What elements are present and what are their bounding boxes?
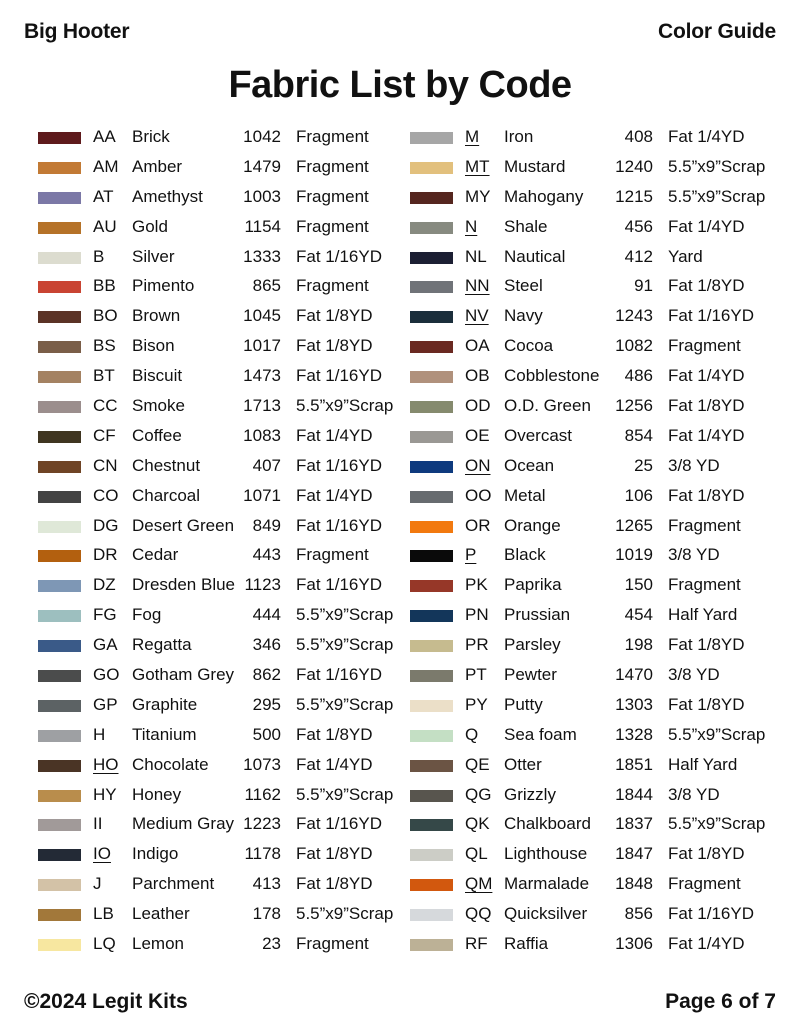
fabric-code: II — [93, 814, 103, 834]
fabric-size: Fat 1/16YD — [296, 665, 382, 685]
fabric-number: 346 — [252, 635, 281, 655]
fabric-code: P — [465, 545, 477, 565]
fabric-size: Fragment — [296, 216, 369, 236]
fabric-size: 5.5”x9”Scrap — [668, 724, 766, 744]
fabric-name: Coffee — [132, 425, 182, 445]
fabric-size: 5.5”x9”Scrap — [668, 186, 766, 206]
fabric-number: 198 — [624, 635, 653, 655]
color-swatch — [38, 640, 81, 652]
fabric-size: Fat 1/8YD — [296, 844, 373, 864]
color-swatch — [38, 431, 81, 443]
color-swatch — [410, 790, 453, 802]
fabric-name: Parsley — [504, 635, 561, 655]
fabric-code: QK — [465, 814, 490, 834]
fabric-number: 1837 — [615, 814, 653, 834]
fabric-size: 3/8 YD — [668, 784, 720, 804]
fabric-name: Charcoal — [132, 485, 201, 505]
fabric-size: Fragment — [668, 575, 741, 595]
color-swatch — [410, 640, 453, 652]
fabric-code: BB — [93, 276, 116, 296]
fabric-size: Fat 1/8YD — [296, 724, 373, 744]
fabric-size: Fat 1/4YD — [296, 754, 373, 774]
fabric-name: Iron — [504, 127, 534, 146]
color-swatch — [410, 311, 453, 323]
fabric-code: AT — [93, 186, 114, 206]
color-swatch — [410, 252, 453, 264]
fabric-name: Biscuit — [132, 366, 183, 386]
fabric-name: Gotham Grey — [132, 665, 235, 685]
fabric-size: Fat 1/16YD — [296, 575, 382, 595]
color-swatch — [38, 819, 81, 831]
fabric-name: Amber — [132, 156, 183, 176]
fabric-number: 1848 — [615, 874, 653, 894]
fabric-number: 1328 — [615, 724, 653, 744]
fabric-size: 3/8 YD — [668, 545, 720, 565]
color-swatch — [38, 580, 81, 592]
fabric-name: Medium Gray — [132, 814, 235, 834]
fabric-size: Fat 1/4YD — [668, 366, 745, 386]
color-swatch — [38, 670, 81, 682]
fabric-name: Silver — [132, 246, 175, 266]
fabric-number: 849 — [252, 515, 281, 535]
color-swatch — [410, 580, 453, 592]
color-swatch — [410, 461, 453, 473]
fabric-size: 5.5”x9”Scrap — [296, 904, 394, 924]
fabric-number: 1256 — [615, 396, 653, 416]
color-swatch — [38, 222, 81, 234]
fabric-code: DR — [93, 545, 118, 565]
fabric-name: Cedar — [132, 545, 179, 565]
fabric-size: 5.5”x9”Scrap — [668, 814, 766, 834]
fabric-code: BO — [93, 306, 118, 326]
color-swatch — [38, 371, 81, 383]
color-swatch — [410, 610, 453, 622]
fabric-size: Fat 1/8YD — [668, 635, 745, 655]
fabric-size: 5.5”x9”Scrap — [296, 635, 394, 655]
fabric-code: Q — [465, 724, 479, 744]
fabric-number: 854 — [624, 425, 653, 445]
color-swatch — [410, 700, 453, 712]
fabric-name: Otter — [504, 754, 542, 774]
fabric-size: Fat 1/8YD — [296, 336, 373, 356]
fabric-number: 1473 — [243, 366, 281, 386]
fabric-number: 1265 — [615, 515, 653, 535]
fabric-size: 5.5”x9”Scrap — [296, 784, 394, 804]
fabric-name: Indigo — [132, 844, 179, 864]
fabric-name: Dresden Blue — [132, 575, 236, 595]
fabric-number: 408 — [624, 127, 653, 146]
fabric-name: Cocoa — [504, 336, 554, 356]
fabric-name: Sea foam — [504, 724, 577, 744]
fabric-size: Fat 1/16YD — [296, 366, 382, 386]
fabric-code: CO — [93, 485, 119, 505]
fabric-size: 5.5”x9”Scrap — [296, 694, 394, 714]
color-swatch — [410, 760, 453, 772]
fabric-code: LB — [93, 904, 114, 924]
fabric-number: 500 — [252, 724, 281, 744]
fabric-size: Fat 1/8YD — [296, 306, 373, 326]
color-swatch — [410, 371, 453, 383]
fabric-size: Fragment — [296, 127, 369, 146]
fabric-name: Regatta — [132, 635, 192, 655]
color-swatch — [410, 819, 453, 831]
fabric-code: MT — [465, 156, 490, 176]
fabric-name: Cobblestone — [504, 366, 600, 386]
fabric-name: Bison — [132, 336, 175, 356]
fabric-number: 407 — [252, 455, 281, 475]
fabric-code: OR — [465, 515, 491, 535]
color-swatch — [38, 252, 81, 264]
fabric-number: 295 — [252, 694, 281, 714]
fabric-size: Fat 1/16YD — [296, 814, 382, 834]
fabric-number: 1215 — [615, 186, 653, 206]
fabric-code: OA — [465, 336, 490, 356]
fabric-size: Fat 1/4YD — [668, 934, 745, 954]
fabric-name: Lighthouse — [504, 844, 588, 864]
color-swatch — [38, 192, 81, 204]
fabric-number: 456 — [624, 216, 653, 236]
color-swatch — [410, 670, 453, 682]
fabric-code: CN — [93, 455, 118, 475]
fabric-code: DZ — [93, 575, 116, 595]
fabric-name: Pewter — [504, 665, 557, 685]
fabric-number: 1223 — [243, 814, 281, 834]
color-swatch — [410, 730, 453, 742]
fabric-code: PN — [465, 605, 489, 625]
color-swatch — [410, 939, 453, 951]
fabric-code: IO — [93, 844, 111, 864]
fabric-name: Titanium — [132, 724, 197, 744]
fabric-size: Fat 1/4YD — [668, 425, 745, 445]
fabric-code: BT — [93, 366, 115, 386]
fabric-code: NN — [465, 276, 490, 296]
fabric-number: 1844 — [615, 784, 653, 804]
fabric-code: OB — [465, 366, 490, 386]
fabric-name: Chalkboard — [504, 814, 591, 834]
color-swatch — [410, 521, 453, 533]
fabric-name: Quicksilver — [504, 904, 588, 924]
color-swatch — [38, 550, 81, 562]
fabric-number: 454 — [624, 605, 653, 625]
fabric-code: GA — [93, 635, 118, 655]
fabric-name: Lemon — [132, 934, 184, 954]
fabric-code: NL — [465, 246, 487, 266]
guide-label: Color Guide — [658, 20, 776, 43]
fabric-name: Steel — [504, 276, 543, 296]
fabric-code: QL — [465, 844, 488, 864]
fabric-code: PY — [465, 694, 488, 714]
color-swatch — [410, 132, 453, 144]
fabric-size: Fragment — [296, 156, 369, 176]
fabric-name: Mahogany — [504, 186, 584, 206]
fabric-number: 1154 — [244, 216, 281, 236]
fabric-number: 412 — [624, 246, 653, 266]
color-swatch — [410, 431, 453, 443]
fabric-code: GO — [93, 665, 120, 685]
fabric-code: H — [93, 724, 106, 744]
fabric-code: PK — [465, 575, 488, 595]
fabric-number: 1851 — [615, 754, 653, 774]
fabric-code: HY — [93, 784, 117, 804]
fabric-number: 1073 — [243, 754, 281, 774]
page-number: Page 6 of 7 — [665, 990, 776, 1013]
fabric-name: Paprika — [504, 575, 562, 595]
color-swatch — [410, 550, 453, 562]
fabric-code: M — [465, 127, 480, 146]
fabric-code: GP — [93, 694, 118, 714]
fabric-size: Fat 1/16YD — [296, 246, 382, 266]
fabric-size: 5.5”x9”Scrap — [296, 396, 394, 416]
color-swatch — [38, 790, 81, 802]
document-title: Big Hooter — [24, 20, 130, 43]
color-swatch — [38, 939, 81, 951]
fabric-number: 856 — [624, 904, 653, 924]
fabric-number: 486 — [624, 366, 653, 386]
fabric-name: Ocean — [504, 455, 555, 475]
fabric-size: Fat 1/16YD — [296, 455, 382, 475]
fabric-number: 1303 — [615, 694, 653, 714]
fabric-name: Brown — [132, 306, 181, 326]
fabric-code: QE — [465, 754, 490, 774]
fabric-name: Metal — [504, 485, 546, 505]
fabric-number: 23 — [262, 934, 281, 954]
fabric-number: 1017 — [243, 336, 281, 356]
fabric-size: Fragment — [668, 336, 741, 356]
fabric-code: ON — [465, 455, 491, 475]
color-swatch — [410, 909, 453, 921]
fabric-name: Leather — [132, 904, 190, 924]
fabric-size: Fragment — [296, 186, 369, 206]
color-swatch — [38, 132, 81, 144]
fabric-size: Fragment — [296, 276, 369, 296]
fabric-name: Brick — [132, 127, 170, 146]
color-swatch — [410, 849, 453, 861]
fabric-code: QQ — [465, 904, 492, 924]
fabric-size: Fat 1/8YD — [668, 694, 745, 714]
fabric-number: 444 — [252, 605, 281, 625]
fabric-name: Gold — [132, 216, 168, 236]
fabric-size: Fat 1/16YD — [296, 515, 382, 535]
fabric-number: 443 — [252, 545, 281, 565]
fabric-name: Fog — [132, 605, 162, 625]
fabric-number: 1019 — [615, 545, 653, 565]
fabric-name: Raffia — [504, 934, 549, 954]
fabric-size: Fat 1/4YD — [668, 216, 745, 236]
fabric-number: 1333 — [243, 246, 281, 266]
fabric-number: 865 — [252, 276, 281, 296]
fabric-number: 1003 — [243, 186, 281, 206]
color-swatch — [410, 162, 453, 174]
fabric-number: 1479 — [243, 156, 281, 176]
fabric-size: Fat 1/8YD — [668, 396, 745, 416]
color-swatch — [410, 281, 453, 293]
fabric-number: 106 — [624, 485, 653, 505]
color-swatch — [410, 222, 453, 234]
fabric-name: Smoke — [132, 396, 185, 416]
fabric-number: 1306 — [615, 934, 653, 954]
fabric-name: Honey — [132, 784, 182, 804]
color-swatch — [410, 879, 453, 891]
fabric-code: LQ — [93, 934, 116, 954]
fabric-number: 1243 — [615, 306, 653, 326]
fabric-name: Nautical — [504, 246, 566, 266]
fabric-size: Fat 1/16YD — [668, 904, 754, 924]
fabric-name: Desert Green — [132, 515, 235, 535]
fabric-name: Putty — [504, 694, 543, 714]
color-swatch — [38, 849, 81, 861]
fabric-size: Half Yard — [668, 605, 738, 625]
fabric-number: 1045 — [243, 306, 281, 326]
fabric-number: 1071 — [243, 485, 281, 505]
fabric-name: Marmalade — [504, 874, 590, 894]
fabric-size: Fat 1/16YD — [668, 306, 754, 326]
fabric-code: OD — [465, 396, 491, 416]
fabric-number: 1470 — [615, 665, 653, 685]
page-title: Fabric List by Code — [228, 64, 572, 106]
fabric-size: 5.5”x9”Scrap — [296, 605, 394, 625]
fabric-code: QM — [465, 874, 493, 894]
fabric-number: 1162 — [244, 784, 281, 804]
fabric-code: B — [93, 246, 105, 266]
fabric-name: Pimento — [132, 276, 195, 296]
fabric-number: 413 — [252, 874, 281, 894]
fabric-code: FG — [93, 605, 117, 625]
fabric-code: BS — [93, 336, 116, 356]
fabric-number: 1083 — [243, 425, 281, 445]
fabric-size: Fat 1/4YD — [296, 425, 373, 445]
fabric-name: Parchment — [132, 874, 215, 894]
fabric-code: J — [93, 874, 102, 894]
fabric-name: Amethyst — [132, 186, 203, 206]
fabric-number: 1178 — [244, 844, 281, 864]
color-swatch — [38, 909, 81, 921]
fabric-number: 1123 — [244, 575, 281, 595]
fabric-code: NV — [465, 306, 489, 326]
fabric-name: Graphite — [132, 694, 198, 714]
fabric-code: OO — [465, 485, 492, 505]
color-swatch — [38, 879, 81, 891]
color-swatch — [38, 311, 81, 323]
color-swatch — [38, 700, 81, 712]
fabric-number: 150 — [624, 575, 653, 595]
fabric-name: Black — [504, 545, 546, 565]
fabric-number: 1713 — [243, 396, 281, 416]
fabric-code: N — [465, 216, 478, 236]
color-swatch — [38, 162, 81, 174]
color-swatch — [38, 281, 81, 293]
fabric-size: Fat 1/8YD — [668, 276, 745, 296]
fabric-code: DG — [93, 515, 119, 535]
fabric-size: Fat 1/4YD — [296, 485, 373, 505]
fabric-code: AA — [93, 127, 116, 146]
fabric-name: Grizzly — [504, 784, 556, 804]
fabric-name: Overcast — [504, 425, 573, 445]
fabric-number: 1082 — [615, 336, 653, 356]
fabric-name: Navy — [504, 306, 543, 326]
fabric-name: Chocolate — [132, 754, 209, 774]
fabric-size: Fat 1/8YD — [296, 874, 373, 894]
fabric-code: OE — [465, 425, 490, 445]
fabric-name: O.D. Green — [504, 396, 591, 416]
fabric-number: 862 — [252, 665, 281, 685]
fabric-name: Prussian — [504, 605, 571, 625]
fabric-code: CC — [93, 396, 118, 416]
fabric-code: MY — [465, 186, 491, 206]
fabric-name: Mustard — [504, 156, 566, 176]
color-swatch — [410, 192, 453, 204]
fabric-number: 1847 — [615, 844, 653, 864]
fabric-size: Fragment — [296, 545, 369, 565]
color-swatch — [38, 341, 81, 353]
fabric-number: 1042 — [243, 127, 281, 146]
fabric-size: 3/8 YD — [668, 665, 720, 685]
fabric-size: Yard — [668, 246, 703, 266]
fabric-code: QG — [465, 784, 492, 804]
fabric-size: Fragment — [668, 515, 741, 535]
fabric-name: Chestnut — [132, 455, 201, 475]
fabric-code: RF — [465, 934, 488, 954]
color-swatch — [410, 341, 453, 353]
fabric-code: CF — [93, 425, 116, 445]
fabric-size: Fragment — [668, 874, 741, 894]
fabric-number: 178 — [252, 904, 281, 924]
fabric-size: 5.5”x9”Scrap — [668, 156, 766, 176]
fabric-code: PR — [465, 635, 489, 655]
fabric-code: AM — [93, 156, 119, 176]
color-swatch — [410, 401, 453, 413]
fabric-name: Orange — [504, 515, 561, 535]
fabric-size: Fat 1/8YD — [668, 485, 745, 505]
fabric-number: 91 — [634, 276, 653, 296]
fabric-size: Fat 1/8YD — [668, 844, 745, 864]
color-swatch — [410, 491, 453, 503]
fabric-name: Shale — [504, 216, 548, 236]
fabric-code: HO — [93, 754, 119, 774]
fabric-code: AU — [93, 216, 117, 236]
fabric-code: PT — [465, 665, 487, 685]
color-swatch — [38, 610, 81, 622]
fabric-size: Half Yard — [668, 754, 738, 774]
fabric-size: Fragment — [296, 934, 369, 954]
color-swatch — [38, 461, 81, 473]
color-swatch — [38, 521, 81, 533]
copyright: ©2024 Legit Kits — [24, 990, 188, 1013]
color-swatch — [38, 401, 81, 413]
color-swatch — [38, 730, 81, 742]
fabric-number: 25 — [634, 455, 653, 475]
fabric-number: 1240 — [615, 156, 653, 176]
fabric-size: Fat 1/4YD — [668, 127, 745, 146]
color-swatch — [38, 491, 81, 503]
fabric-size: 3/8 YD — [668, 455, 720, 475]
color-swatch — [38, 760, 81, 772]
